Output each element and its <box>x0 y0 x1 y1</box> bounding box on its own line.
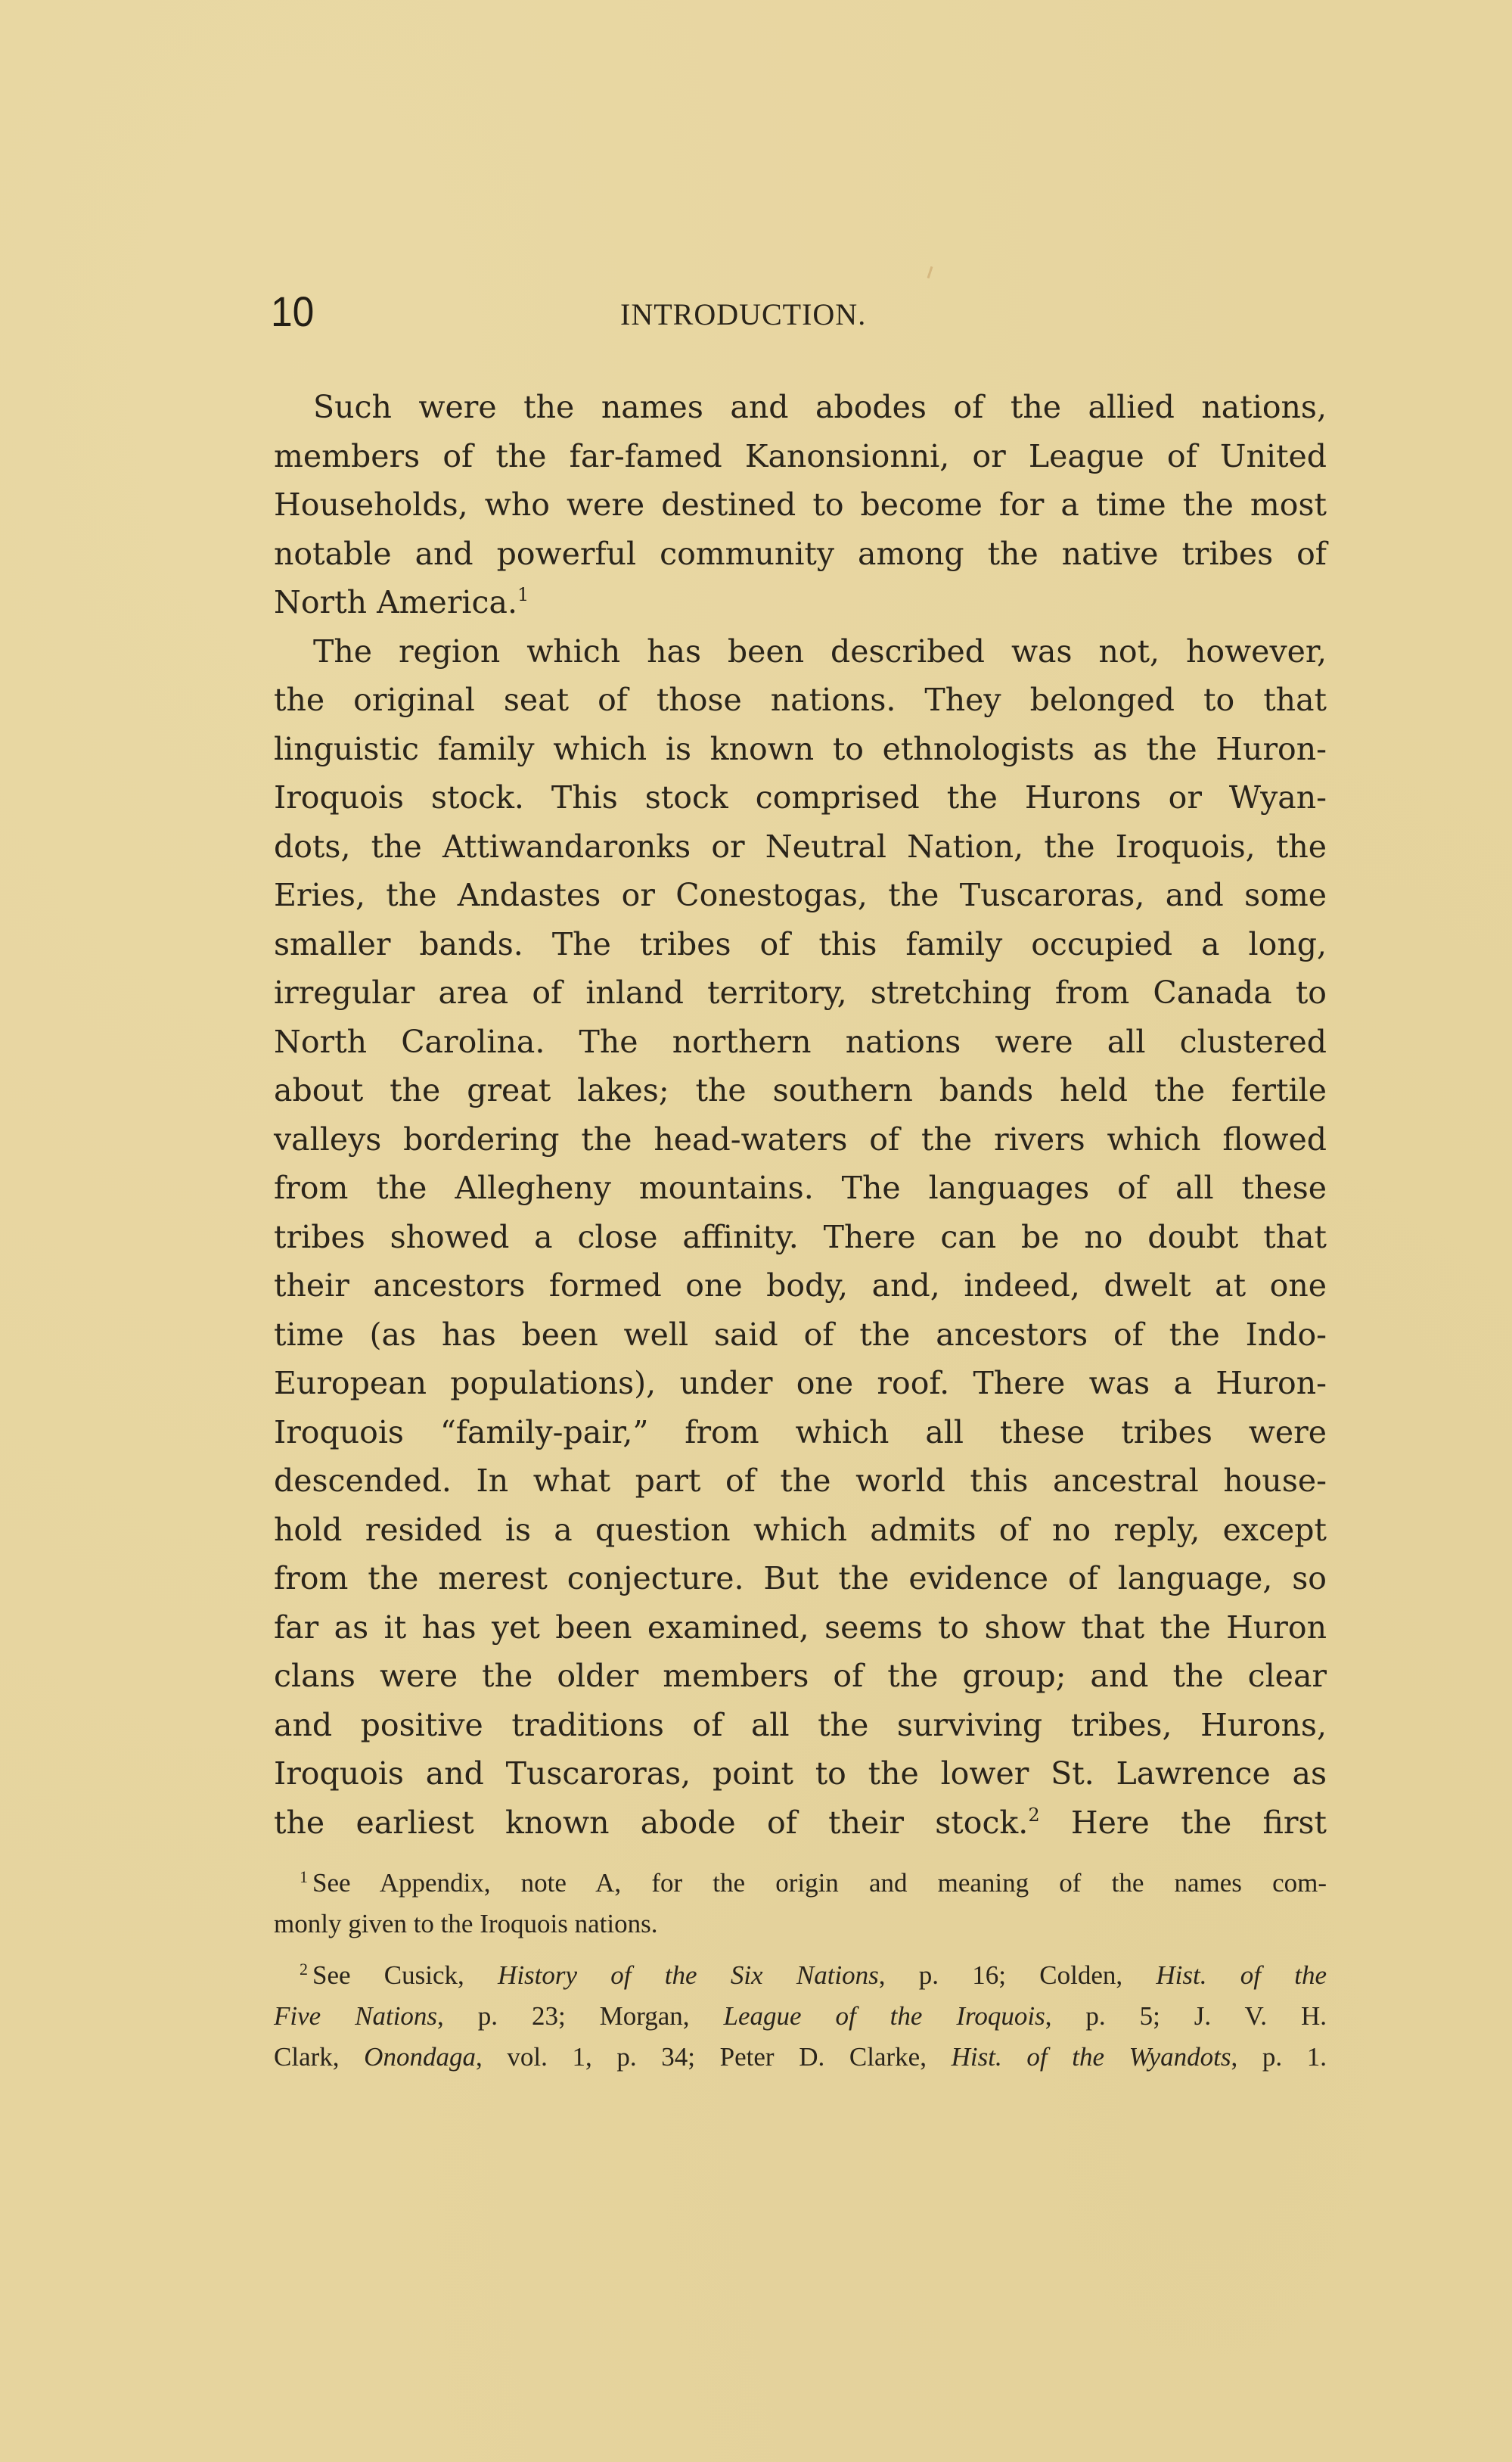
text-line: The region which has been described was not, however, <box>313 633 1327 670</box>
footnote-line <box>274 2037 1327 2078</box>
text-line-content: Here the first <box>1070 1804 1327 1841</box>
paragraph-2 <box>274 627 1327 1848</box>
footnote-text: , p. 1. <box>1231 2042 1327 2072</box>
text-line-content: the earliest known abode of their stock. <box>274 1804 1029 1841</box>
footnote-text: , p. 23; Morgan, <box>437 2001 724 2031</box>
text-line: Iroquois stock. This stock comprised the Hurons or Wyan- <box>274 779 1327 816</box>
footnote-2 <box>274 1955 1327 2078</box>
text-line <box>274 1798 1327 1848</box>
text-line-content: North America. <box>274 584 517 620</box>
cited-title: Five Nations <box>274 2001 438 2031</box>
text-line: and positive traditions of all the surviving tribes, Hurons, <box>274 1706 1327 1743</box>
page-number: 10 <box>271 288 315 335</box>
cited-title: History of the Six Nations <box>498 1960 879 1990</box>
footnote-text: , vol. 1, p. 34; Peter D. Clarke, <box>475 2042 952 2072</box>
text-line: Iroquois and Tuscaroras, point to the lower St. Lawrence as <box>274 1755 1327 1792</box>
text-line: tribes showed a close affinity. There can be no doubt that <box>274 1218 1327 1255</box>
footnote-line <box>274 1955 1327 1996</box>
footnote-text: See Appendix, note A, for the origin and meaning of the names com- <box>312 1868 1327 1898</box>
text-line: linguistic family which is known to ethnologists as the Huron- <box>274 730 1327 767</box>
text-line: about the great lakes; the southern bands held the fertile <box>274 1072 1327 1108</box>
footnote-line <box>274 1996 1327 2037</box>
cited-title: Hist. of the Wyandots <box>951 2042 1231 2072</box>
text-line: their ancestors formed one body, and, indeed, dwelt at one <box>274 1267 1327 1304</box>
text-line: descended. In what part of the world this ancestral house- <box>274 1463 1327 1499</box>
footnote-text: , p. 5; J. V. H. <box>1045 2001 1327 2031</box>
footnote-ref-2[interactable]: 2 <box>1028 1804 1040 1826</box>
text-line: North Carolina. The northern nations were all clustered <box>274 1023 1327 1060</box>
body-text <box>274 383 1327 1847</box>
text-line: the original seat of those nations. They belonged to that <box>274 682 1327 718</box>
text-line: clans were the older members of the group; and the clear <box>274 1658 1327 1694</box>
text-line: Households, who were destined to become for a time the most <box>274 486 1327 523</box>
text-line: time (as has been well said of the ancestors of the Indo- <box>274 1316 1327 1353</box>
text-line: hold resided is a question which admits of no reply, except <box>274 1511 1327 1548</box>
running-title: INTRODUCTION. <box>620 297 867 331</box>
footnote-line <box>274 1863 1327 1904</box>
text-line: from the merest conjecture. But the evidence of language, so <box>274 1560 1327 1596</box>
text-line: Such were the names and abodes of the allied nations, <box>313 389 1327 425</box>
cited-title: Hist. of the <box>1156 1960 1327 1990</box>
text-line: smaller bands. The tribes of this family occupied a long, <box>274 925 1327 962</box>
footnote-1 <box>274 1863 1327 1944</box>
footnote-ref-1[interactable]: 1 <box>517 584 529 605</box>
text-line: Eries, the Andastes or Conestogas, the Tuscaroras, and some <box>274 877 1327 913</box>
footnote-number: 1 <box>300 1867 308 1886</box>
running-head <box>271 288 1327 335</box>
footnote-line: monly given to the Iroquois nations. <box>274 1909 658 1938</box>
footnote-number: 2 <box>300 1960 308 1979</box>
text-line: from the Allegheny mountains. The languages of all these <box>274 1170 1327 1206</box>
cited-title: League of the Iroquois <box>723 2001 1045 2031</box>
text-line: European populations), under one roof. There was a Huron- <box>274 1365 1327 1401</box>
footnote-text: , p. 16; Colden, <box>878 1960 1157 1990</box>
paper-speck <box>927 266 933 278</box>
paragraph-1 <box>274 383 1327 627</box>
text-line: members of the far-famed Kanonsionni, or League of United <box>274 437 1327 474</box>
cited-title: Onondaga <box>364 2042 476 2072</box>
text-line <box>274 578 1327 627</box>
footnote-text: See Cusick, <box>312 1960 498 1990</box>
footnote-text: Clark, <box>274 2042 365 2072</box>
text-line: irregular area of inland territory, stretching from Canada to <box>274 975 1327 1011</box>
text-line: notable and powerful community among the native tribes of <box>274 535 1327 572</box>
text-line: far as it has yet been examined, seems to show that the Huron <box>274 1609 1327 1646</box>
text-line: valleys bordering the head-waters of the rivers which flowed <box>274 1121 1327 1158</box>
text-line: Iroquois “family-pair,” from which all these tribes were <box>274 1413 1327 1450</box>
footnotes <box>274 1863 1327 2078</box>
text-line: dots, the Attiwandaronks or Neutral Nation, the Iroquois, the <box>274 828 1327 865</box>
